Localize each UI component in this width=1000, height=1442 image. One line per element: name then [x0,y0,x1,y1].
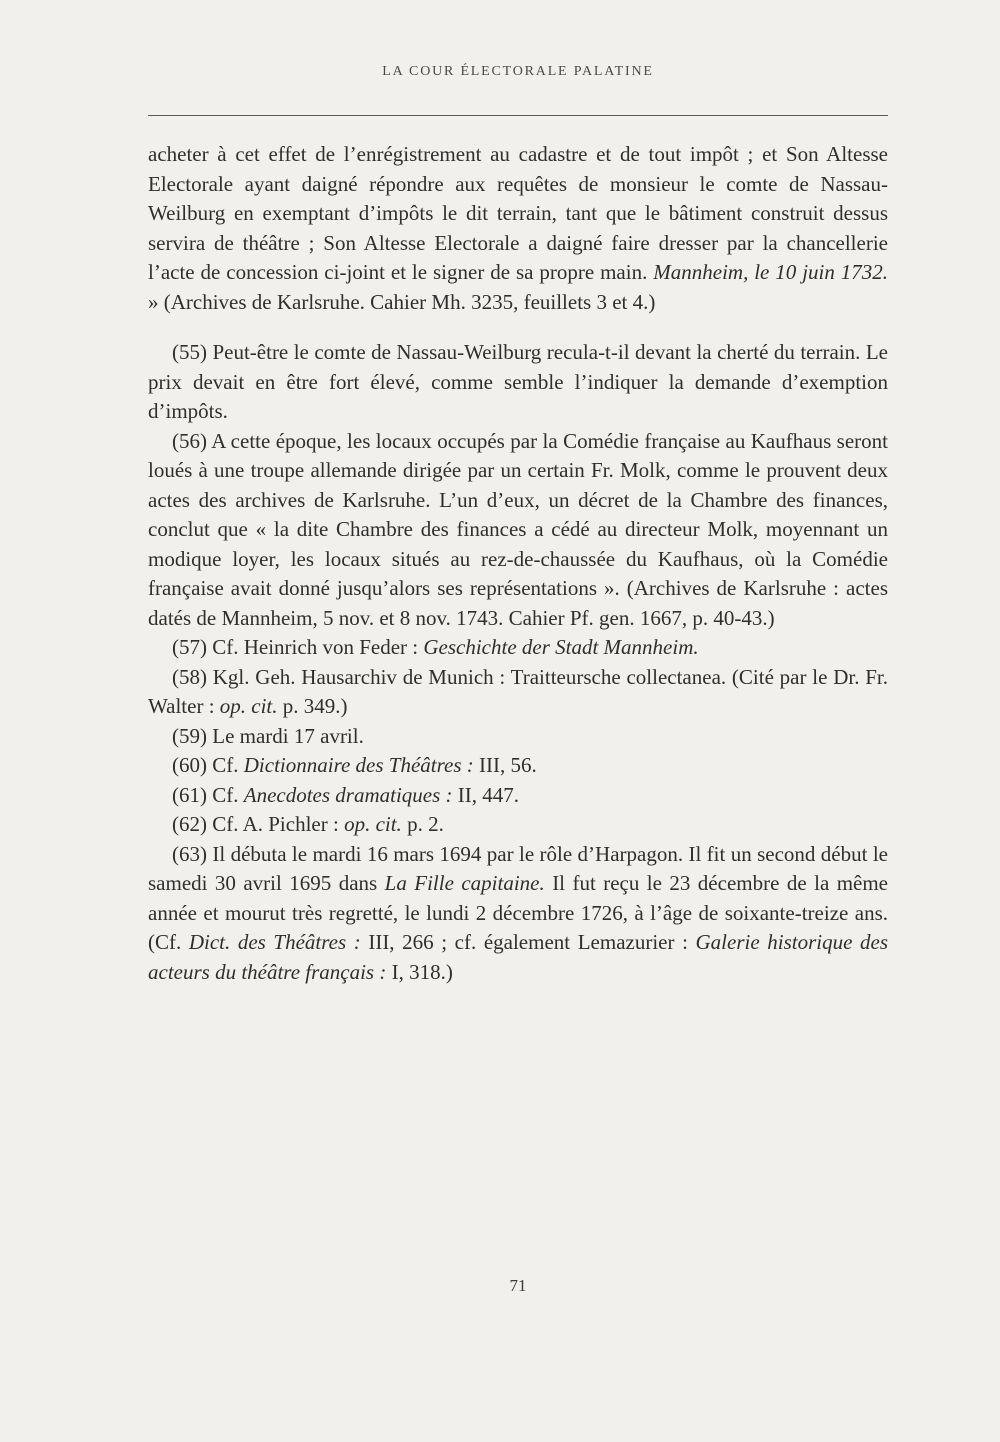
continuation-paragraph [148,140,888,317]
note-60-text: (60) Cf. [172,753,239,777]
note-57-text: (57) Cf. Heinrich von Feder : [172,635,419,659]
note-63-text-3: III, 266 ; cf. également Lemazurier : [368,930,688,954]
note-59: (59) Le mardi 17 avril. [172,723,364,748]
note-57-title: Geschichte der Stadt Mannheim. [423,635,699,659]
note-60-title: Dictionnaire des Théâtres : [243,753,474,777]
note-63-text-2: Il fut reçu le 23 décembre de la même année et mourut très regretté, le lundi 2 décembre 1726, à l’âge de soixante-treize ans. (Cf. [148,871,889,954]
note-63-dict-title: Dict. des Théâtres : [188,930,361,954]
note-63-text-4: I, 318.) [391,959,453,984]
note-58-page: p. 349.) [282,694,348,718]
header-rule [148,115,888,116]
continuation-text: acheter à cet effet de l’enrégistrement au cadastre et de tout impôt ; et Son Altesse Electorale ayant daigné répondre aux requêtes de monsieur le comte de Nassau-Weilburg en exemptant d’impôts le dit terrain, tant que le bâtiment construit dessus servira de théâtre ; Son Altesse Electorale a daigné faire dresser par la chancellerie l’acte de concession ci-joint et le signer de sa propre main. [148,142,888,284]
note-63-play-title: La Fille capitaine. [384,871,545,895]
note-60 [148,751,888,781]
note-63-galerie-title: Galerie historique des acteurs du théâtre français : [148,930,888,984]
note-56: (56) A cette époque, les locaux occupés par la Comédie française au Kaufhaus seront loués à une troupe allemande dirigée par un certain Fr. Molk, comme le prouvent deux actes des archives de Karlsruhe. L’un d’eux, un décret de la Chambre des finances, conclut que « la dite Chambre des finances a cédé au directeur Molk, moyennant un modique loyer, les locaux situés au rez-de-chaussée du Kaufhaus, où la Comédie française avait donné jusqu’alors ses représentations ». (Archives de Karlsruhe : actes datés de Mannheim, 5 nov. et 8 nov. 1743. Cahier Pf. gen. 1667, p. 40-43.) [148,428,888,630]
note-62-text: (62) Cf. A. Pichler : [172,812,339,836]
note-60-ref: III, 56. [479,753,537,777]
continuation-source: » (Archives de Karlsruhe. Cahier Mh. 3235, feuillets 3 et 4.) [148,289,656,314]
note-58-ref: op. cit. [219,694,278,718]
note-61-ref: II, 447. [457,782,520,807]
page-number: 71 [509,1276,527,1295]
note-61 [148,781,888,811]
note-55: (55) Peut-être le comte de Nassau-Weilburg recula-t-il devant la cherté du terrain. Le prix devait en être fort élevé, comme semble l’indiquer la demande d’exemption d’impôts. [148,340,888,423]
note-58 [148,663,888,722]
note-58-text: (58) Kgl. Geh. Hausarchiv de Munich : Traitteursche collectanea. (Cité par le Dr. Fr. Walter : [148,664,888,718]
running-head: LA COUR ÉLECTORALE PALATINE [382,64,654,79]
note-57 [148,633,888,663]
note-62-page: p. 2. [407,812,444,836]
note-63-text-1: (63) Il débuta le mardi 16 mars 1694 par le rôle d’Harpagon. Il fit un second début le samedi 30 avril 1695 dans [148,841,888,895]
note-62-ref: op. cit. [344,812,402,836]
note-61-title: Anecdotes dramatiques : [243,782,453,807]
page-body [148,140,888,987]
note-63 [148,840,888,988]
note-62 [148,810,888,840]
note-61-text: (61) Cf. [172,782,239,807]
continuation-date: Mannheim, le 10 juin 1732. [653,260,889,284]
